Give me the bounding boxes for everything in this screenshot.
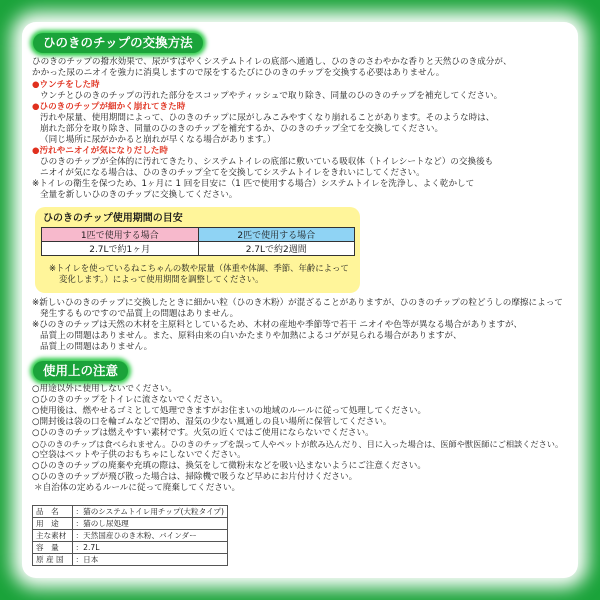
- intro-line: ひのきのチップの撥水効果で、尿がすばやくシステムトイレの底部へ通過し、ひのきのさわやかな香りと天然ひのき成分が、: [32, 57, 512, 67]
- spec-value: ：猫のし尿処理: [72, 518, 227, 530]
- usage-period-box: [35, 207, 360, 293]
- precautions-section-title: 使用上の注意: [33, 361, 128, 381]
- hygiene-note: 全量を新しいひのきのチップに交換してください。: [40, 190, 238, 200]
- intro-line: かかった尿のニオイを強力に消臭しますので尿をするたびにひのきのチップを交換する必要はありません。: [32, 68, 445, 78]
- case-heading-odor: ●汚れやニオイが気になりだした時: [32, 146, 168, 156]
- case-line: ひのきのチップが全体的に汚れてきたり、システムトイレの底部に敷いている吸収体（トイレシートなど）の交換後も: [40, 157, 494, 167]
- precaution-item: ○使用後は、燃やせるゴミとして処理できますがお住まいの地域のルールに従って処理してください。: [32, 406, 427, 416]
- spec-key: 容 量: [33, 542, 73, 554]
- extra-note: 発生するものですので品質上の問題はありません。: [40, 309, 239, 319]
- extra-note: ※新しいひのきのチップに交換したときに細かい粒（ひのき木粉）が混ざることがありますが、ひのきのチップの粒どうしの摩擦によって: [32, 298, 563, 308]
- spec-value: ：日本: [72, 554, 227, 566]
- precaution-item: ○ひのきのチップの廃棄や充填の際は、換気をして微粉末などを吸い込まないようにご注意ください。: [32, 461, 426, 471]
- extra-note: ※ひのきのチップは天然の木材を主原料としているため、木材の産地や季節等で若干 ニオイや色等が異なる場合がありますが、: [32, 320, 523, 330]
- case-heading-crumbled: ●ひのきのチップが細かく崩れてきた時: [32, 102, 186, 112]
- spec-key: 用 途: [33, 518, 73, 530]
- precaution-item: ○空袋はペットや子供のおもちゃにしないでください。: [32, 450, 246, 460]
- case-heading-poop: ●ウンチをした時: [32, 80, 100, 90]
- case-line: ウンチとひのきのチップの汚れた部分をスコップやティッシュで取り除き、同量のひのきのチップを補充してください。: [40, 91, 503, 101]
- hygiene-note: ※トイレの衛生を保つため、1ヶ月に 1 回を目安に（1 匹で使用する場合）システムトイレを洗浄し、よく乾かして: [32, 179, 475, 189]
- spec-row: [33, 554, 228, 566]
- value-two-cats: 2.7Lで約2週間: [198, 242, 355, 256]
- header-one-cat: 1匹で使用する場合: [42, 228, 199, 242]
- case-line: 汚れや尿量、使用期間によって、ひのきのチップに尿がしみこみやすくなり崩れることがあります。そのような時は、: [40, 113, 495, 123]
- spec-row: [33, 518, 228, 530]
- case-line: （同じ場所に尿がかかると崩れが早くなる場合があります。）: [40, 135, 276, 145]
- extra-note: 品質上の問題はありません。また、原料由来の白いかたまりや加熱によるコゲが見られる場合がありますが、: [40, 331, 462, 341]
- product-spec-table: [32, 505, 228, 566]
- case-line: 崩れた部分を取り除き、同量のひのきのチップを補充するか、ひのきのチップ全てを交換してください。: [40, 124, 444, 134]
- usage-period-title: ひのきのチップ使用期間の目安: [43, 213, 183, 224]
- precaution-item: ○ひのきのチップが飛び散った場合は、掃除機で吸うなど早めにお片付けください。: [32, 472, 358, 482]
- spec-row: [33, 530, 228, 542]
- precaution-item: ○用途以外に使用しないでください。: [32, 384, 177, 394]
- case-line: ニオイが気になる場合は、ひのきのチップ全てを交換してシステムトイレをきれいにしてください。: [40, 168, 425, 178]
- extra-note: 品質上の問題はありません。: [40, 342, 153, 352]
- spec-value: ：猫のシステムトイレ用チップ(大粒タイプ): [72, 506, 227, 518]
- spec-key: 主な素材: [33, 530, 73, 542]
- precaution-item: ○ひのきのチップは燃えやすい素材です。火気の近くではご使用にならないでください。: [32, 428, 374, 438]
- precaution-item: ＊自治体の定めるルールに従って廃棄してください。: [34, 483, 241, 493]
- exchange-section-title: ひのきのチップの交換方法: [33, 33, 203, 53]
- usage-note: ※トイレを使っているねこちゃんの数や尿量（体重や体調、季節、年齢によって: [49, 263, 349, 273]
- spec-key: 品 名: [33, 506, 73, 518]
- spec-key: 原 産 国: [33, 554, 73, 566]
- header-two-cats: 2匹で使用する場合: [198, 228, 355, 242]
- precaution-item: ○開封後は袋の口を輪ゴムなどで閉め、湿気の少ない風通しの良い場所に保管してください。: [32, 417, 392, 427]
- usage-note: 変化します。）によって使用期間を調整してください。: [59, 274, 264, 284]
- spec-row: [33, 506, 228, 518]
- spec-value: ：天然国産ひのき木粉、バインダー: [72, 530, 227, 542]
- precaution-item: ○ひのきのチップは食べられません。ひのきのチップを誤って人やペットが飲み込んだり、目に入った場合は、医師や獣医師にご相談ください。: [32, 439, 564, 449]
- precaution-item: ○ひのきのチップをトイレに流さないでください。: [32, 395, 228, 405]
- usage-period-table: [41, 227, 355, 256]
- spec-value: ：2.7L: [72, 542, 227, 554]
- value-one-cat: 2.7Lで約1ヶ月: [42, 242, 199, 256]
- spec-row: [33, 542, 228, 554]
